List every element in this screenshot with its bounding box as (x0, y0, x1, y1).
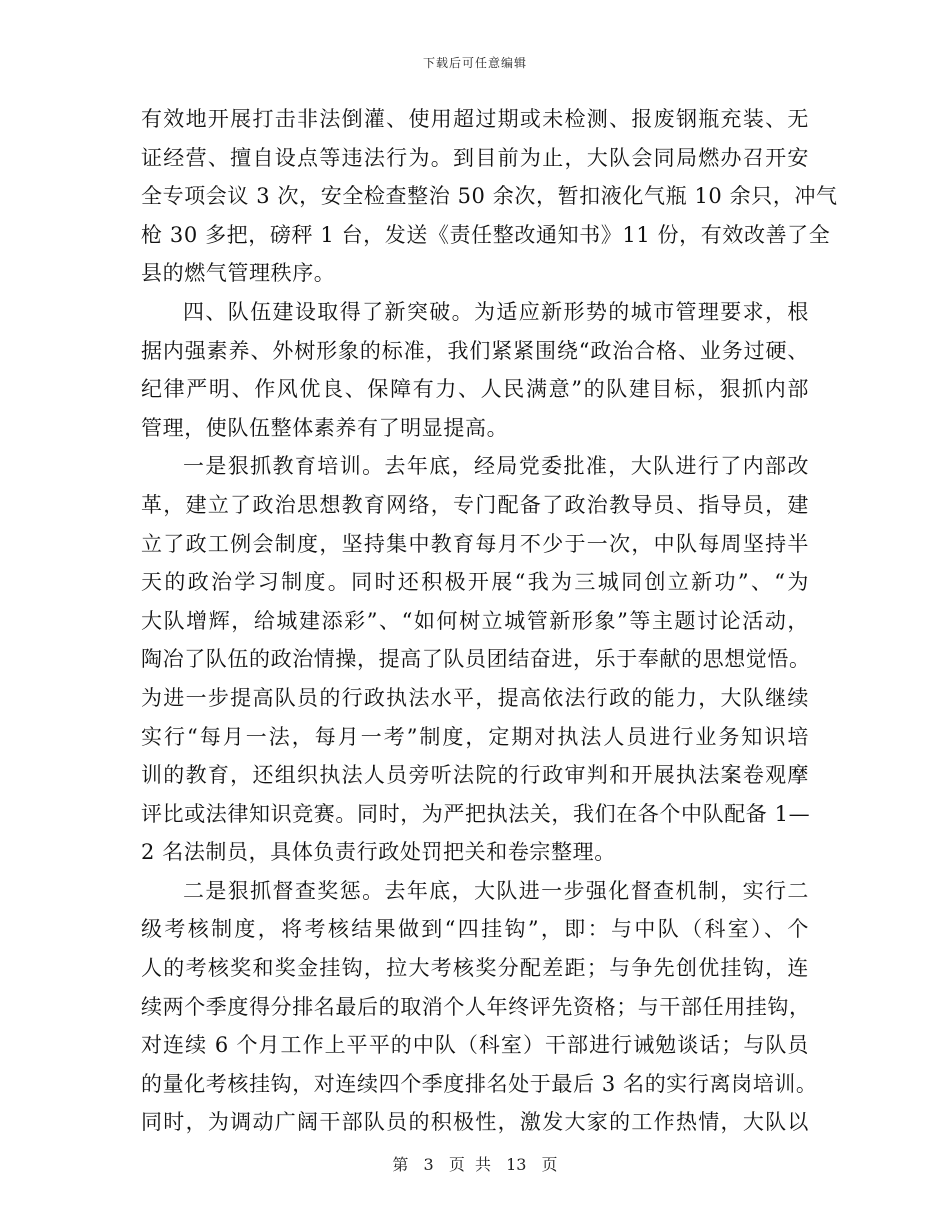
text-line: 有效地开展打击非法倒灌、使用超过期或未检测、报废钢瓶充装、无 (141, 107, 809, 131)
text-line: 人的考核奖和奖金挂钩，拉大考核奖分配差距；与争先创优挂钩，连 (141, 956, 809, 981)
document-body (141, 100, 838, 1142)
text-line: 级考核制度，将考核结果做到“四挂钩”，即：与中队（科室）、个 (141, 917, 809, 942)
text-line: 立了政工例会制度，坚持集中教育每月不少于一次，中队每周坚持半 (141, 531, 809, 556)
text-line: 实行“每月一法，每月一考”制度，定期对执法人员进行业务知识培 (141, 724, 809, 749)
text-line: 县的燃气管理秩序。 (141, 261, 336, 286)
text-line: 同时，为调动广阔干部队员的积极性，激发大家的工作热情，大队以 (141, 1110, 809, 1135)
text-line: 一是狠抓教育培训。去年底，经局党委批准，大队进行了内部改 (183, 454, 809, 479)
text-line: 为进一步提高队员的行政执法水平，提高依法行政的能力，大队继续 (141, 685, 809, 710)
text-line: 的量化考核挂钩，对连续四个季度排名处于最后 3 名的实行离岗培训。 (141, 1071, 818, 1096)
footer-middle: 页 共 (448, 1155, 491, 1174)
footer-prefix: 第 (392, 1155, 409, 1174)
text-line: 二是狠抓督查奖惩。去年底，大队进一步强化督查机制，实行二 (183, 878, 809, 903)
page-header: 下载后可任意编辑 (422, 56, 527, 70)
footer-page-number: 3 (423, 1155, 434, 1174)
text-line: 纪律严明、作风优良、保障有力、人民满意”的队建目标，狠抓内部 (141, 377, 809, 402)
page-footer (0, 1152, 950, 1175)
text-line: 证经营、擅自设点等违法行为。到目前为止，大队会同局燃办召开安 (141, 145, 809, 170)
text-line: 革，建立了政治思想教育网络，专门配备了政治教导员、指导员，建 (141, 492, 809, 517)
text-line: 管理，使队伍整体素养有了明显提高。 (141, 415, 509, 440)
text-line: 2 名法制员，具体负责行政处罚把关和卷宗整理。 (141, 840, 616, 865)
text-line: 全专项会议 3 次，安全检查整治 50 余次，暂扣液化气瓶 10 余只，冲气 (141, 184, 838, 209)
text-line: 对连续 6 个月工作上平平的中队（科室）干部进行诫勉谈话；与队员 (141, 1033, 809, 1058)
text-line: 枪 30 多把，磅秤 1 台，发送《责任整改通知书》11 份，有效改善了全 (141, 222, 831, 247)
text-line: 训的教育，还组织执法人员旁听法院的行政审判和开展执法案卷观摩 (141, 763, 809, 788)
text-line: 续两个季度得分排名最后的取消个人年终评先资格；与干部任用挂钩， (141, 994, 811, 1019)
text-line: 评比或法律知识竞赛。同时，为严把执法关，我们在各个中队配备 1— (141, 801, 811, 826)
text-line: 大队增辉，给城建添彩”、“如何树立城管新形象”等主题讨论活动， (141, 608, 809, 633)
footer-total-pages: 13 (506, 1155, 527, 1174)
text-line: 四、队伍建设取得了新突破。为适应新形势的城市管理要求，根 (183, 299, 809, 324)
text-line: 陶冶了队伍的政治情操，提高了队员团结奋进，乐于奉献的思想觉悟。 (141, 647, 811, 672)
footer-suffix: 页 (541, 1155, 558, 1174)
text-line: 据内强素养、外树形象的标准，我们紧紧围绕“政治合格、业务过硬、 (141, 338, 809, 363)
text-line: 天的政治学习制度。同时还积极开展“我为三城同创立新功”、“为 (141, 570, 809, 595)
